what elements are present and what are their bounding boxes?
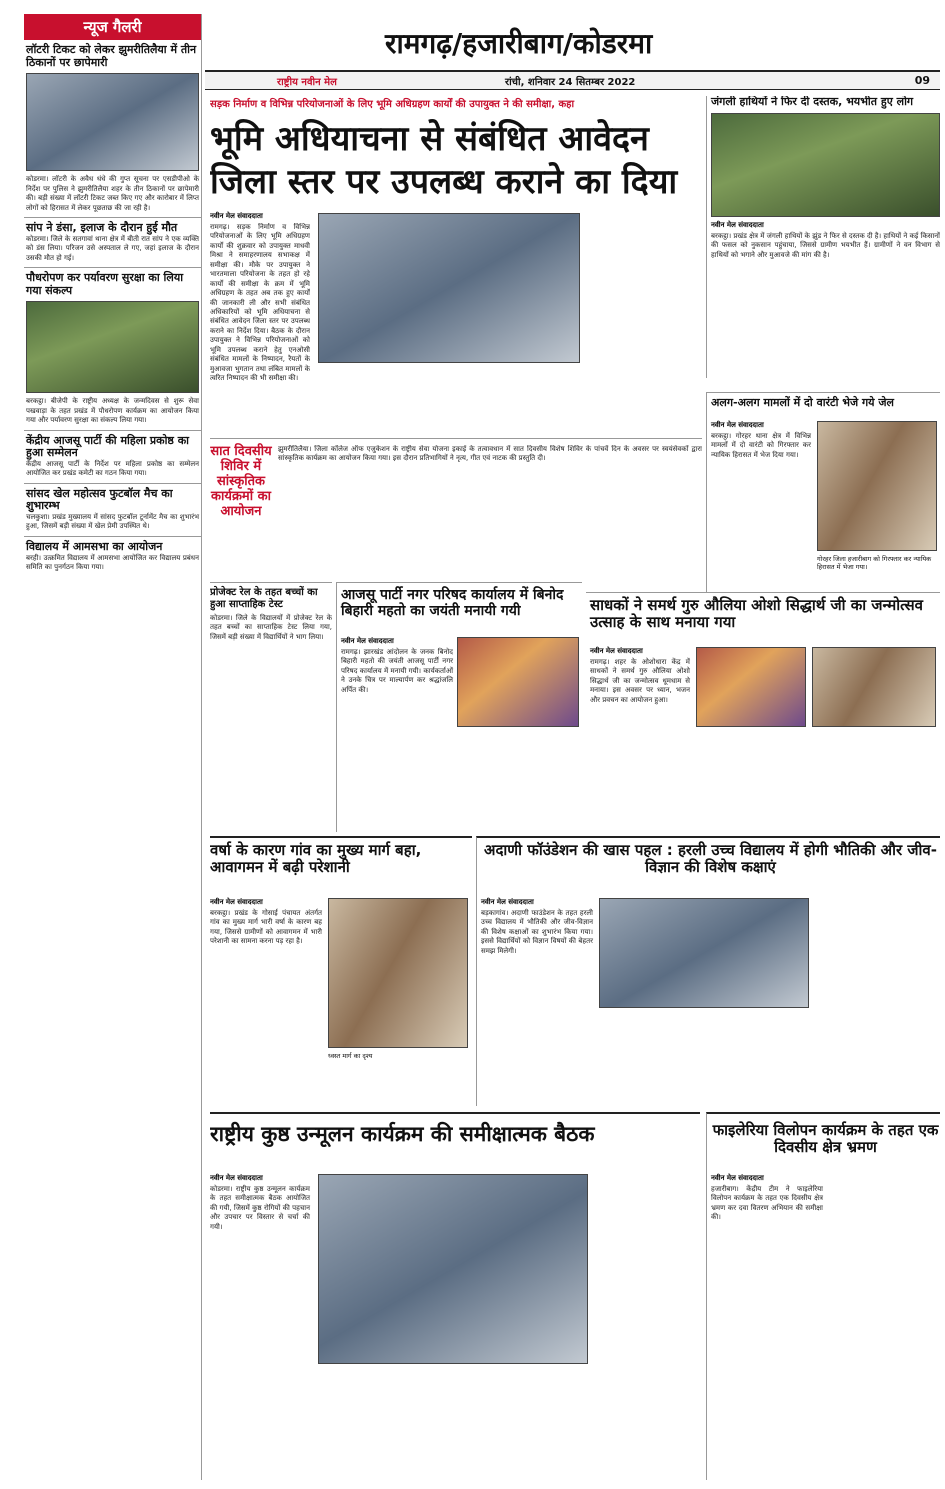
rain-story (210, 836, 472, 1106)
left-story-2-title: सांप ने डंसा, इलाज के दौरान हुई मौत (26, 221, 178, 235)
left-story-5-title: सांसद खेल महोत्सव फुटबॉल मैच का शुभारम्भ (26, 486, 173, 513)
warrant-byline: नवीन मेल संवाददाता (711, 421, 764, 429)
left-story-3 (24, 267, 201, 430)
left-story-2-body: कोडरमा। जिले के सतगावां थाना क्षेत्र में बीती रात सांप ने एक व्यक्ति को डंस लिया। परिजन उसे अस्पताल ले गए, जहां इलाज के दौरान उसकी मौत हो गई। (26, 234, 199, 262)
left-story-5-body: चलकुशा। प्रखंड मुख्यालय में सांसद फुटबॉल टूर्नामेंट मैच का शुभारंभ हुआ, जिसमें बड़ी संख्या में खेल प्रेमी उपस्थित थे। (26, 513, 199, 531)
news-gallery-header: न्यूज गैलरी (24, 14, 201, 40)
adani-story (476, 836, 940, 1106)
adani-headline: अदाणी फॉउंडेशन की खास पहल : हरली उच्च विद्यालय में होगी भौतिकी और जीव-विज्ञान की विशेष कक्षाएं (484, 841, 937, 877)
elephant-story (706, 96, 940, 378)
lead-body: रामगढ़। सड़क निर्माण व विभिन्न परियोजनाओं के लिए भूमि अधिग्रहण कार्यों की शुक्रवार को उपायुक्त माधवी मिश्रा ने समाहरणालय सभाकक्ष में समीक्षा की। मौके पर उपायुक्त ने भारतमाला परियोजना के तहत हो रहे कार्यों की समीक्षा के क्रम में भूमि अधिग्रहण के तहत अब तक हुए कार्यों की जानकारी ली और सभी संबंधित अधिकारियों को भूमि अधियाचना से संबंधित आवेदन जिला स्तर पर उपलब्ध कराने का निर्देश दिया। बैठक के दौरान उपायुक्त ने विभिन्न परियोजनाओं को भूमि उपलब्ध कराने हेतु एनओसी संबंधित मामलों के निष्पादन, रैयतों के मुआवजा भुगतान तथा लंबित मामलों के त्वरित निष्पादन की भी समीक्षा की। (210, 223, 310, 382)
leprosy-headline: राष्ट्रीय कुष्ठ उन्मूलन कार्यक्रम की समीक्षात्मक बैठक (210, 1122, 595, 1146)
left-story-6-title: विद्यालय में आमसभा का आयोजन (26, 539, 163, 553)
adani-byline: नवीन मेल संवाददाता (481, 898, 534, 906)
masthead-dateline: रांची, शनिवार 24 सितम्बर 2022 (505, 77, 636, 88)
osho-headline: साधकों ने समर्थ गुरु औलिया ओशो सिद्धार्थ जी का जन्मोत्सव उत्साह के साथ मनाया गया (590, 596, 923, 632)
filaria-byline: नवीन मेल संवाददाता (711, 1174, 764, 1182)
left-story-4-body: केंद्रीय आजसू पार्टी के निर्देश पर महिला प्रकोष्ठ का सम्मेलन आयोजित कर प्रखंड कमेटी का गठन किया गया। (26, 459, 199, 478)
osho-photo-1 (696, 647, 806, 727)
warrant-caption: गोरहर जिला हजारीबाग को गिरफ्तार कर न्यायिक हिरासत में भेजा गया। (817, 555, 932, 572)
left-story-3-title: पौधरोपण कर पर्यावरण सुरक्षा का लिया गया संकल्प (26, 270, 184, 297)
left-story-6-body: बरही। उत्क्रमित विद्यालय में आमसभा आयोजित कर विद्यालय प्रबंधन समिति का पुनर्गठन किया गया। (26, 553, 199, 571)
osho-photo-2 (812, 647, 936, 727)
project-rail-body: कोडरमा। जिले के विद्यालयों में प्रोजेक्ट रेल के तहत बच्चों का साप्ताहिक टेस्ट लिया गया, जिसमें बड़ी संख्या में विद्यार्थियों ने भाग लिया। (210, 614, 332, 641)
elephant-headline: जंगली हाथियों ने फिर दी दस्तक, भयभीत हुए लोग (711, 96, 914, 108)
leprosy-byline: नवीन मेल संवाददाता (210, 1174, 263, 1182)
rain-body: बरकट्ठा। प्रखंड के गोसाई पंचायत अंतर्गत गांव का मुख्य मार्ग भारी वर्षा के कारण बह गया, जिससे ग्रामीणों को आवागमन में भारी परेशानी का सामना करना पड़ रहा है। (210, 909, 322, 946)
elephant-byline: नवीन मेल संवाददाता (711, 220, 764, 229)
lead-headline: भूमि अधियाचना से संबंधित आवेदन जिला स्तर पर उपलब्ध कराने का दिया (210, 119, 678, 202)
lead-kicker: सड़क निर्माण व विभिन्न परियोजनाओं के लिए भूमि अधिग्रहण कार्यों की उपायुक्त ने की समीक्षा, कहा (210, 99, 575, 110)
elephant-body: बरकट्ठा। प्रखंड क्षेत्र में जंगली हाथियों के झुंड ने फिर से दस्तक दी है। हाथियों ने कई किसानों की फसल को नुकसान पहुंचाया, जिससे ग्रामीण भयभीत हैं। ग्रामीणों ने वन विभाग से हाथियों को भगाने और मुआवजे की मांग की है। (711, 231, 940, 259)
left-story-4 (24, 430, 201, 483)
culture-story (210, 438, 702, 580)
leprosy-story (210, 1112, 700, 1480)
project-rail-story (210, 582, 332, 832)
left-story-5 (24, 483, 201, 536)
ajsu-photo (457, 637, 579, 727)
filaria-story (706, 1112, 940, 1480)
lead-byline: नवीन मेल संवाददाता (210, 212, 263, 220)
warrant-body: बरकट्ठा। गोरहर थाना क्षेत्र में विभिन्न मामलों में दो वारंटी को गिरफ्तार कर न्यायिक हिरासत में भेज दिया गया। (711, 432, 811, 459)
filaria-body: हजारीबाग। केंद्रीय टीम ने फाइलेरिया विलोपन कार्यक्रम के तहत एक दिवसीय क्षेत्र भ्रमण कर दवा वितरण अभियान की समीक्षा की। (711, 1185, 823, 1222)
adani-body: बड़कागांव। अदाणी फाउंडेशन के तहत हरली उच्च विद्यालय में भौतिकी और जीव-विज्ञान की विशेष कक्षाओं का शुभारंभ किया गया। इससे विद्यार्थियों को विज्ञान विषयों की बेहतर समझ मिलेगी। (481, 909, 593, 955)
left-story-1-body: कोडरमा। लॉटरी के अवैध धंधे की गुप्त सूचना पर एसडीपीओ के निर्देश पर पुलिस ने झुमरीतिलैया शहर के तीन ठिकानों पर छापेमारी की। बड़ी संख्या में लॉटरी टिकट जब्त किए गए और कारोबार में लिप्त लोगों को हिरासत में लेकर पूछताछ की जा रही है। (26, 175, 199, 212)
rain-caption: ध्वस्त मार्ग का दृश्य (328, 1052, 373, 1060)
lead-body-continued (588, 213, 700, 433)
left-story-1-title: लॉटरी टिकट को लेकर झुमरीतिलैया में तीन ठिकानों पर छापेमारी (26, 43, 197, 69)
page-number: 09 (914, 74, 930, 87)
left-news-column (24, 14, 202, 1480)
left-story-4-title: केंद्रीय आजसू पार्टी की महिला प्रकोष्ठ का हुआ सम्मेलन (26, 433, 190, 460)
rain-byline: नवीन मेल संवाददाता (210, 898, 263, 906)
leprosy-photo (318, 1174, 588, 1364)
rain-headline: वर्षा के कारण गांव का मुख्य मार्ग बहा, आवागमन में बढ़ी परेशानी (210, 841, 422, 877)
left-story-2 (24, 217, 201, 267)
ajsu-body: रामगढ़। झारखंड आंदोलन के जनक बिनोद बिहारी महतो की जयंती आजसू पार्टी नगर परिषद कार्यालय में मनायी गयी। कार्यकर्ताओं ने उनके चित्र पर माल्यार्पण कर श्रद्धांजलि अर्पित की। (341, 648, 453, 694)
osho-body: रामगढ़। शहर के ओशोधारा केंद्र में साधकों ने समर्थ गुरु औलिया ओशो सिद्धार्थ जी का जन्मोत्सव धूमधाम से मनाया। इस अवसर पर ध्यान, भजन और प्रवचन का आयोजन हुआ। (590, 658, 690, 704)
masthead-region: रामगढ़/हजारीबाग/कोडरमा (385, 27, 653, 60)
left-story-3-body: बरकट्ठा। बीजेपी के राष्ट्रीय अध्यक्ष के जन्मदिवस से शुरू सेवा पखवाड़ा के तहत प्रखंड में पौधरोपण कार्यक्रम का आयोजन किया गया और पर्यावरण सुरक्षा का संकल्प लिया गया। (26, 397, 199, 425)
culture-side-label: सात दिवसीय शिविर में सांस्कृतिक कार्यक्रमों का आयोजन (210, 444, 272, 519)
leprosy-body: कोडरमा। राष्ट्रीय कुष्ठ उन्मूलन कार्यक्रम के तहत समीक्षात्मक बैठक आयोजित की गयी, जिसमें कुष्ठ रोगियों की पहचान और उपचार पर विस्तार से चर्चा की गयी। (210, 1185, 310, 1231)
lead-photo (318, 213, 580, 363)
warrant-photo (817, 421, 937, 551)
osho-byline: नवीन मेल संवाददाता (590, 647, 643, 655)
ajsu-headline: आजसू पार्टी नगर परिषद कार्यालय में बिनोद बिहारी महतो का जयंती मनायी गयी (341, 587, 564, 620)
ajsu-story (336, 582, 582, 832)
ajsu-byline: नवीन मेल संवाददाता (341, 637, 394, 645)
rain-photo (328, 898, 468, 1048)
warrant-story (706, 392, 940, 592)
masthead (205, 4, 940, 92)
filaria-headline: फाइलेरिया विलोपन कार्यक्रम के तहत एक दिवसीय क्षेत्र भ्रमण (712, 1121, 939, 1157)
warrant-headline: अलग-अलग मामलों में दो वारंटी भेजे गये जेल (711, 396, 895, 409)
elephant-photo (711, 113, 940, 217)
project-rail-headline: प्रोजेक्ट रेल के तहत बच्चों का हुआ साप्ताहिक टेस्ट (210, 587, 318, 610)
left-story-1-photo (26, 73, 199, 171)
left-story-3-photo (26, 301, 199, 393)
left-story-6 (24, 536, 201, 577)
osho-story (586, 592, 940, 832)
left-story-1 (24, 40, 201, 217)
masthead-paper: राष्ट्रीय नवीन मेल (277, 77, 337, 88)
lead-story (210, 118, 700, 438)
culture-body: झुमरीतिलैया। जिला कॉलेज ऑफ एजुकेशन के राष्ट्रीय सेवा योजना इकाई के तत्वावधान में सात दिवसीय विशेष शिविर के पांचवें दिन के अवसर पर स्वयंसेवकों द्वारा सांस्कृतिक कार्यक्रम का आयोजन किया गया। इस दौरान प्रतिभागियों ने नृत्य, गीत एवं नाटक की प्रस्तुति दी। (278, 445, 702, 463)
adani-photo (599, 898, 809, 1008)
